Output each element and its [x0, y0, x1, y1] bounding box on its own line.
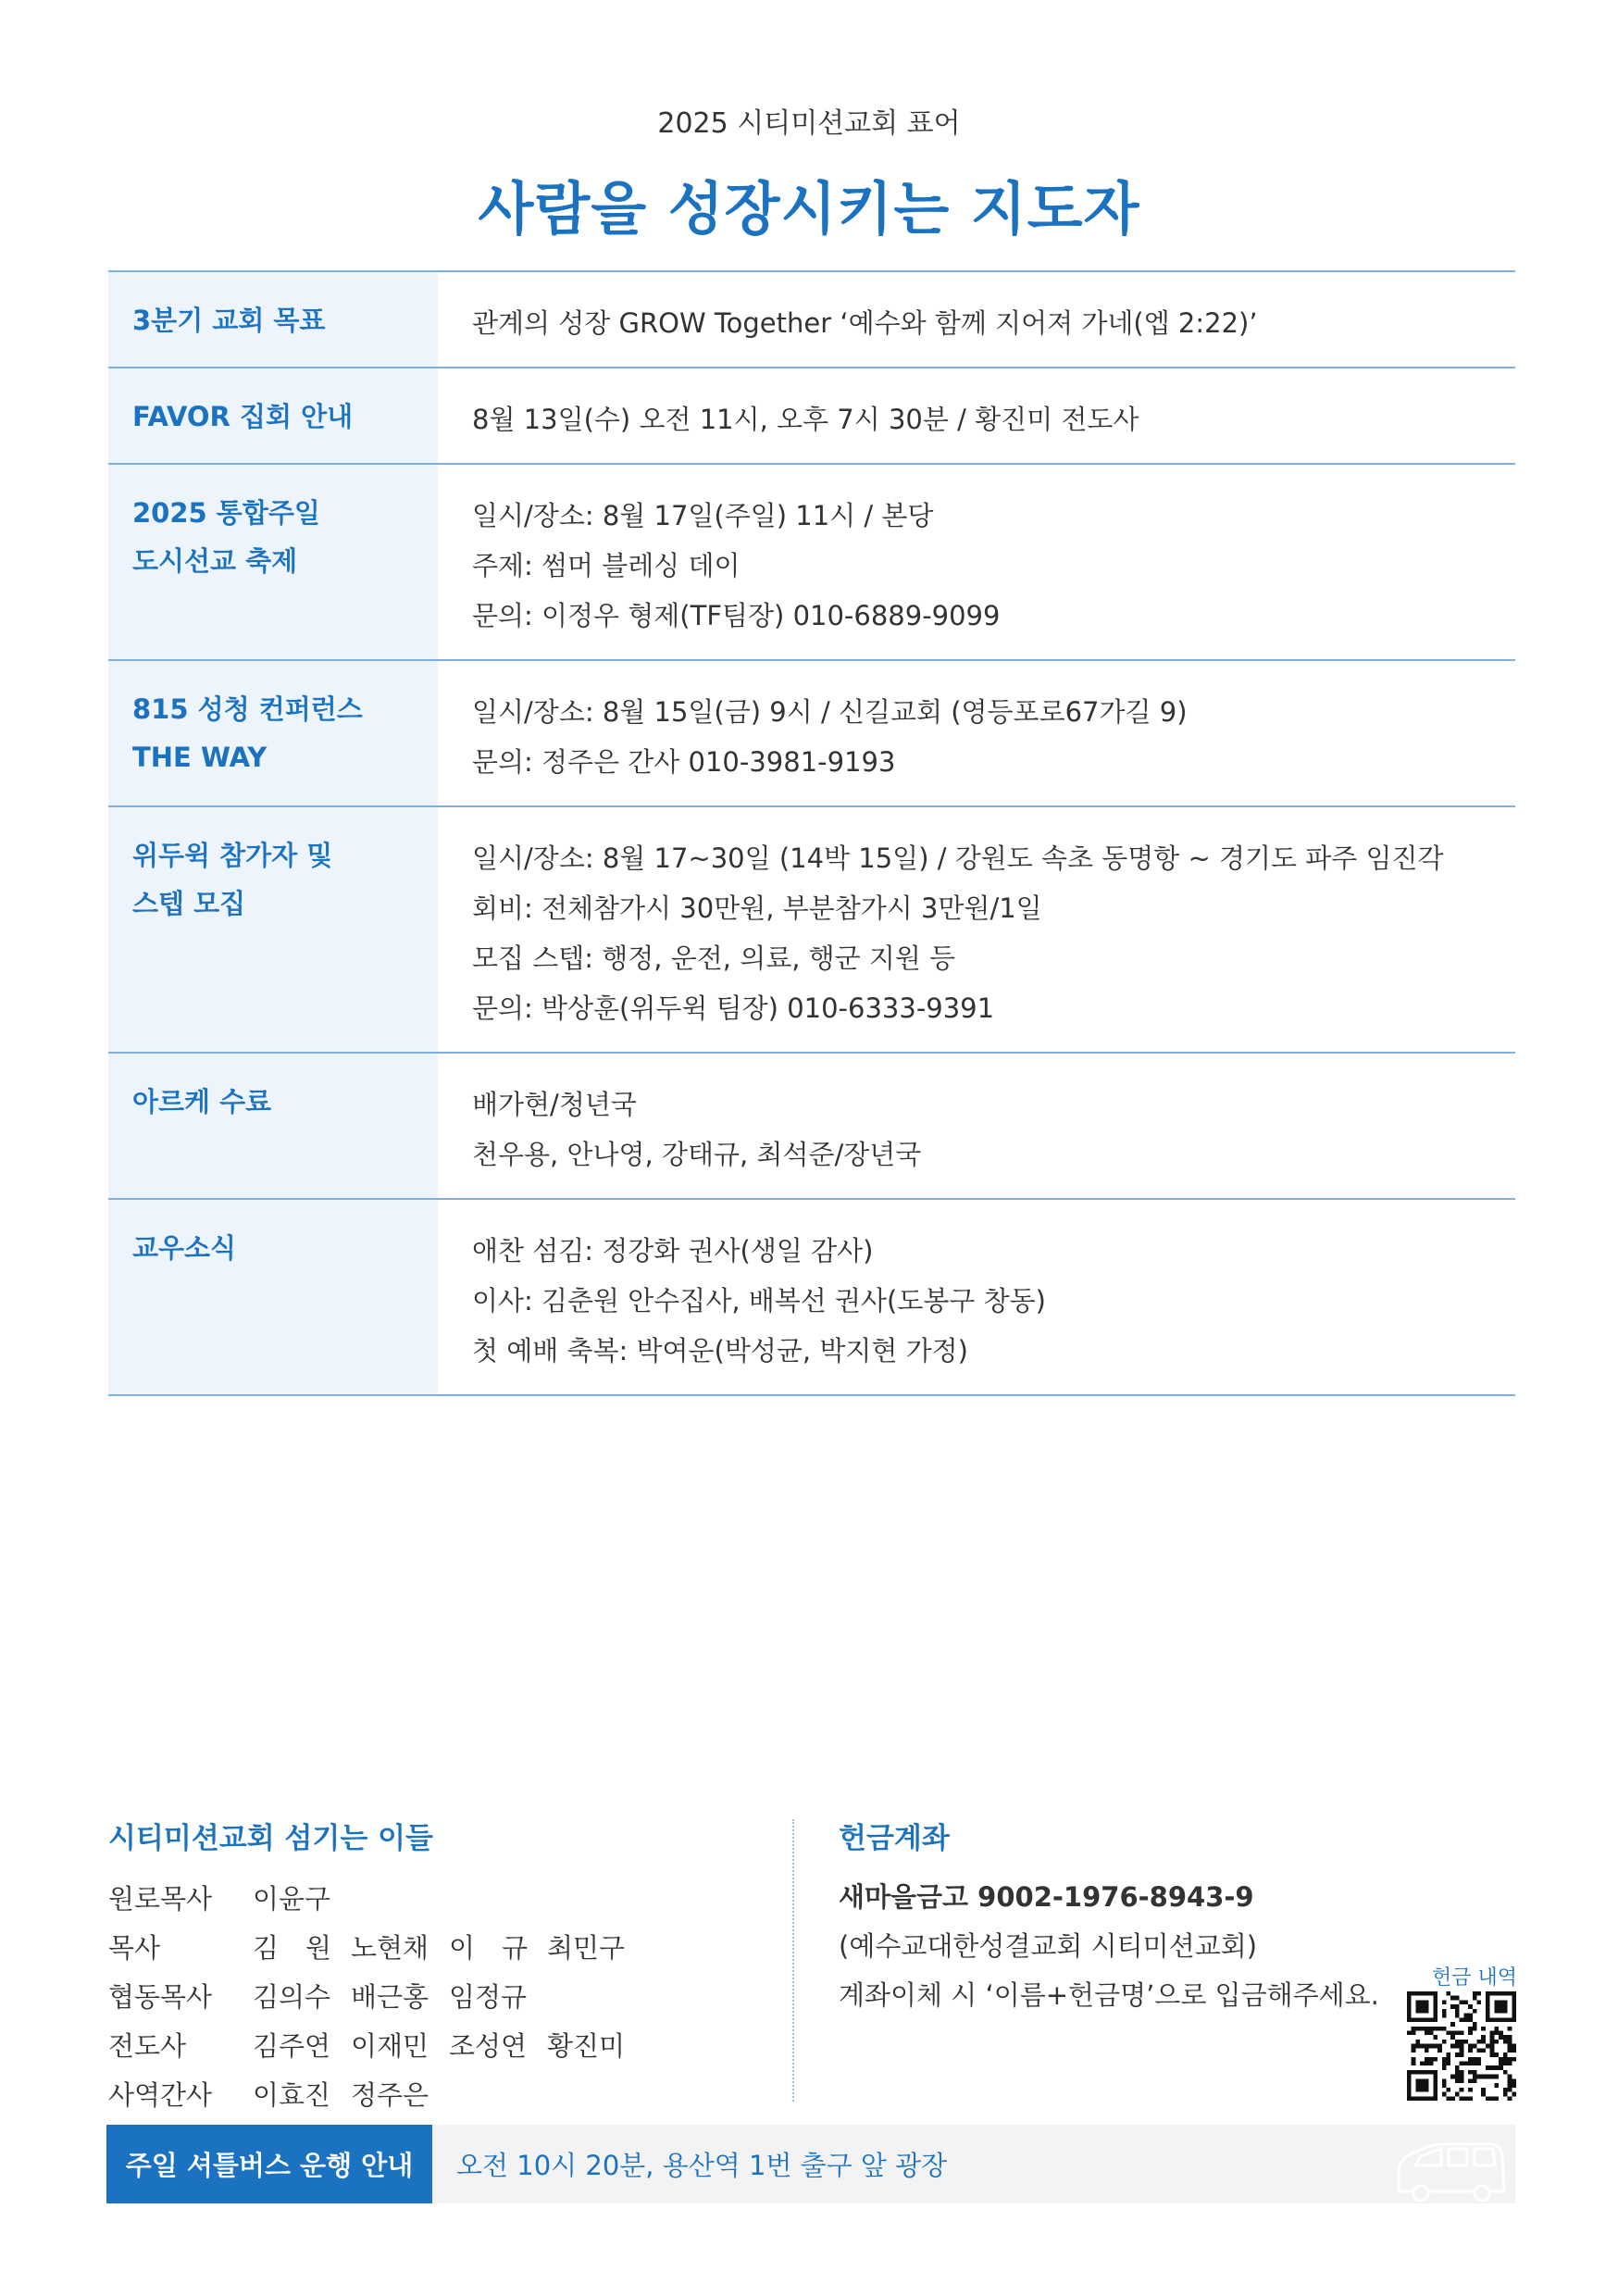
notice-label: [108, 661, 438, 805]
staff-name: 김주연: [253, 2030, 331, 2062]
notice-label-line: THE WAY: [132, 742, 268, 773]
notice-label: [108, 1200, 438, 1394]
notice-row: [108, 368, 1515, 465]
offering-title: 헌금계좌: [839, 1822, 950, 1855]
notice-label-line: 2025 통합주일: [132, 497, 320, 529]
staff-name: 최민구: [547, 1932, 626, 1964]
notice-content: [438, 1200, 1515, 1394]
notice-line: 천우용, 안나영, 강태규, 최석준/장년국: [472, 1139, 922, 1170]
staff-name: 조성연: [449, 2030, 528, 2062]
staff-name: 임정규: [449, 1981, 528, 2013]
notice-row: [108, 807, 1515, 1054]
notice-content: [438, 368, 1515, 463]
notice-label-line: 815 성청 컨퍼런스: [132, 693, 363, 725]
notice-row: [108, 272, 1515, 368]
staff-role: 전도사: [108, 2030, 187, 2062]
staff-role: 목사: [108, 1932, 161, 1964]
notice-content: [438, 661, 1515, 805]
notice-table: [108, 270, 1515, 1396]
notice-line: 일시/장소: 8월 15일(금) 9시 / 신길교회 (영등포로67가길 9): [472, 696, 1188, 728]
staff-name: 배근홍: [351, 1981, 429, 2013]
offering-section: [839, 1815, 1524, 2020]
notice-label-line: 도시선교 축제: [132, 545, 298, 577]
notice-label-line: 위두윅 참가자 및: [132, 840, 333, 871]
bank-account: 새마을금고 9002-1976-8943-9: [839, 1881, 1254, 1913]
notice-label-line: 아르케 수료: [132, 1086, 272, 1117]
notice-label: [108, 272, 438, 367]
staff-row: [108, 1971, 793, 2020]
motto: 2025 시티미션교회 표어: [657, 107, 961, 140]
notice-line: 문의: 이정우 형제(TF팀장) 010-6889-9099: [472, 600, 1001, 631]
notice-line: 이사: 김춘원 안수집사, 배복선 권사(도봉구 창동): [472, 1285, 1046, 1316]
staff-name: 이 규: [449, 1932, 529, 1964]
staff-name: 이효진: [253, 2079, 331, 2111]
staff-role: 사역간사: [108, 2079, 213, 2111]
staff-name: 노현채: [351, 1932, 429, 1964]
notice-row: [108, 1200, 1515, 1396]
notice-line: 첫 예배 축복: 박여운(박성균, 박지현 가정): [472, 1335, 968, 1366]
notice-label-line: 스텝 모집: [132, 888, 246, 919]
notice-line: 일시/장소: 8월 17일(주일) 11시 / 본당: [472, 500, 934, 531]
notice-label-line: 교우소식: [132, 1232, 237, 1264]
staff-row: [108, 1922, 793, 1971]
header: [0, 100, 1618, 245]
notice-content: [438, 807, 1515, 1052]
notice-content: [438, 272, 1515, 367]
notice-label: [108, 807, 438, 1052]
notice-line: 주제: 썸머 블레싱 데이: [472, 550, 741, 581]
staff-name: 이윤구: [253, 1883, 331, 1915]
staff-role: 원로목사: [108, 1883, 213, 1915]
notice-row: [108, 661, 1515, 807]
bus-icon: [1393, 2138, 1508, 2202]
serving-title: 시티미션교회 섬기는 이들: [108, 1822, 433, 1855]
notice-line: 8월 13일(수) 오전 11시, 오후 7시 30분 / 황진미 전도사: [472, 404, 1139, 435]
notice-line: 문의: 박상훈(위두윅 팀장) 010-6333-9391: [472, 992, 995, 1024]
notice-line: 일시/장소: 8월 17~30일 (14박 15일) / 강원도 속초 동명항 ~ 경기도 파주 임진각: [472, 842, 1444, 874]
staff-row: [108, 2069, 793, 2118]
notice-line: 애찬 섬김: 정강화 권사(생일 감사): [472, 1235, 874, 1267]
shuttle-banner: [106, 2125, 1515, 2203]
staff-name: 정주은: [351, 2079, 429, 2111]
staff-name: 김 원: [253, 1932, 332, 1964]
notice-line: 문의: 정주은 간사 010-3981-9193: [472, 746, 896, 778]
notice-label-line: 3분기 교회 목표: [132, 305, 326, 336]
notice-line: 모집 스텝: 행정, 운전, 의료, 행군 지원 등: [472, 942, 956, 974]
staff-name: 이재민: [351, 2030, 429, 2062]
account-holder: (예수교대한성결교회 시티미션교회): [839, 1930, 1258, 1962]
notice-label-line: FAVOR 집회 안내: [132, 401, 354, 432]
notice-label: [108, 465, 438, 659]
notice-content: [438, 465, 1515, 659]
shuttle-info: 오전 10시 20분, 용산역 1번 출구 앞 광장: [456, 2150, 948, 2181]
notice-line: 회비: 전체참가시 30만원, 부분참가시 3만원/1일: [472, 892, 1042, 924]
staff-row: [108, 2020, 793, 2069]
staff-role: 협동목사: [108, 1981, 213, 2013]
notice-label: [108, 368, 438, 463]
page-title: 사람을 성장시키는 지도자: [478, 175, 1140, 243]
notice-label: [108, 1054, 438, 1198]
notice-row: [108, 465, 1515, 661]
qr-label: 헌금 내역: [1432, 1966, 1518, 1990]
staff-row: [108, 1873, 793, 1922]
staff-name: 황진미: [547, 2030, 626, 2062]
serving-section: [108, 1815, 793, 2118]
section-divider: [792, 1819, 794, 2102]
shuttle-label: 주일 셔틀버스 운행 안내: [106, 2125, 432, 2203]
notice-line: 관계의 성장 GROW Together ‘예수와 함께 지어져 가네(엡 2:22)’: [472, 307, 1258, 339]
notice-row: [108, 1054, 1515, 1200]
notice-line: 배가현/청년국: [472, 1089, 637, 1120]
notice-content: [438, 1054, 1515, 1198]
qr-code-icon[interactable]: [1407, 1991, 1516, 2101]
transfer-note: 계좌이체 시 ‘이름+헌금명’으로 입금해주세요.: [839, 1979, 1379, 2011]
staff-list: [108, 1873, 793, 2118]
staff-name: 김의수: [253, 1981, 331, 2013]
